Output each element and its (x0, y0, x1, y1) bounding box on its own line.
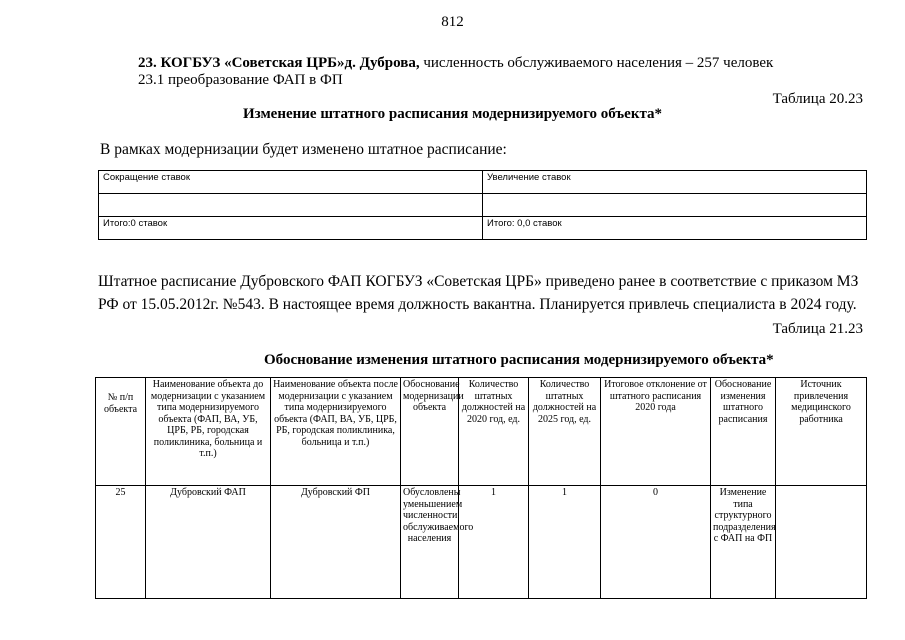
col-header-positions-2020: Количество штатных должностей на 2020 год, ед. (459, 378, 529, 486)
cell-name-after: Дубровский ФП (271, 486, 401, 599)
section-heading (138, 55, 773, 72)
col-header-positions-2025: Количество штатных должностей на 2025 год, ед. (529, 378, 601, 486)
col-header-deviation: Итоговое отклонение от штатного расписания 2020 года (601, 378, 711, 486)
page-number: 812 (441, 14, 464, 30)
cell-number: 25 (96, 486, 146, 599)
col-header-rationale: Обоснование модернизации объекта (401, 378, 459, 486)
cell-change-rationale: Изменение типа структурного подразделения с ФАП на ФП (711, 486, 776, 599)
col-header-number: № п/п объекта (96, 378, 146, 486)
col-header-name-after: Наименование объекта после модернизации с указанием типа модернизируемого объекта (ФАП, ВА, УБ, ЦРБ, РБ, городская поликлиника, больница и т.п.) (271, 378, 401, 486)
section-heading-bold: 23. КОГБУЗ «Советская ЦРБ»д. Дуброва, (138, 55, 420, 71)
col-header-source: Источник привлечения медицинского работника (776, 378, 867, 486)
table2-label: Таблица 21.23 (772, 321, 863, 337)
increase-empty-cell (483, 194, 867, 217)
staff-change-table (98, 170, 867, 240)
table1-caption: Изменение штатного расписания модернизируемого объекта* (242, 106, 663, 122)
cell-positions-2020: 1 (459, 486, 529, 599)
body-paragraph: Штатное расписание Дубровского ФАП КОГБУЗ «Советская ЦРБ» приведено ранее в соответствие с приказом МЗ РФ от 15.05.2012г. №543. В настоящее время должность вакантна. Планируется привлечь специалиста в 2024 году. (98, 273, 859, 313)
intro-text: В рамках модернизации будет изменено штатное расписание: (100, 141, 507, 158)
section-heading-rest: численность обслуживаемого населения – 257 человек (419, 55, 774, 71)
cell-rationale: Обусловлены уменьшением численности обслуживаемого населения (401, 486, 459, 599)
table2-caption: Обоснование изменения штатного расписания модернизируемого объекта* (264, 352, 774, 368)
cell-name-before: Дубровский ФАП (146, 486, 271, 599)
cell-positions-2025: 1 (529, 486, 601, 599)
col-header-name-before: Наименование объекта до модернизации с указанием типа модернизируемого объекта (ФАП, ВА, УБ, ЦРБ, РБ, городская поликлиника, больница и т.п.) (146, 378, 271, 486)
justification-table (95, 377, 867, 599)
table-header-row (96, 378, 867, 486)
increase-total: Итого: 0,0 ставок (483, 217, 867, 240)
table-row (99, 217, 867, 240)
table-row (99, 171, 867, 194)
section-subheading: 23.1 преобразование ФАП в ФП (138, 72, 343, 88)
col-header-change-rationale: Обоснование изменения штатного расписания (711, 378, 776, 486)
reduction-header: Сокращение ставок (99, 171, 483, 194)
cell-deviation: 0 (601, 486, 711, 599)
table1-label: Таблица 20.23 (772, 91, 863, 107)
table-row (96, 486, 867, 599)
reduction-total: Итого:0 ставок (99, 217, 483, 240)
table-row (99, 194, 867, 217)
cell-source (776, 486, 867, 599)
increase-header: Увеличение ставок (483, 171, 867, 194)
reduction-empty-cell (99, 194, 483, 217)
